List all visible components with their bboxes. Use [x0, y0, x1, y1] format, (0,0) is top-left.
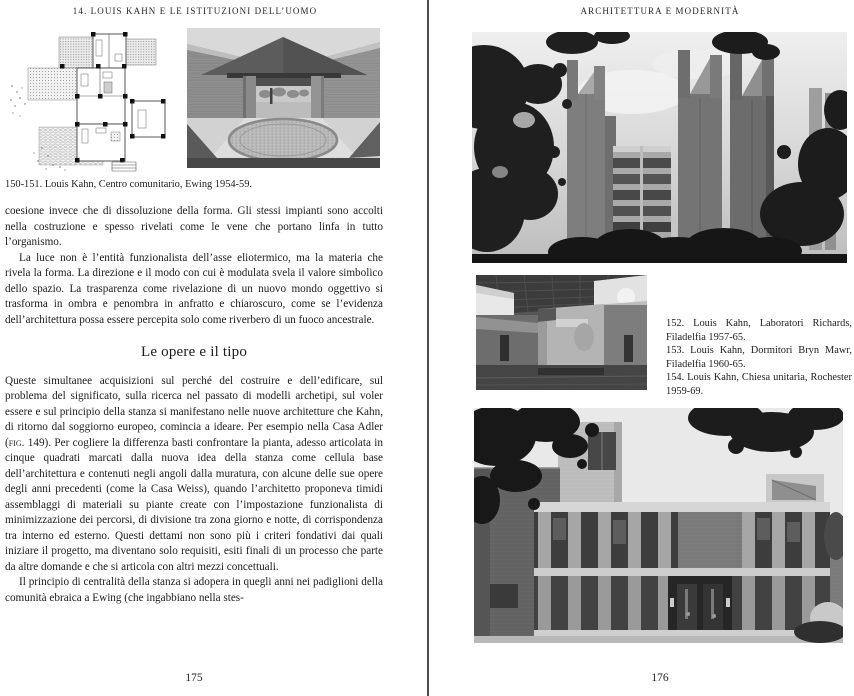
running-head-right: ARCHITETTURA E MODERNITÀ — [580, 6, 740, 16]
running-head-left: 14. LOUIS KAHN E LE ISTITUZIONI DELL’UOMO — [72, 6, 318, 16]
caption-152 — [666, 317, 852, 344]
figure-caption-150-151: 150-151. Louis Kahn, Centro comunitario, Ewing 1954-59. — [5, 179, 253, 190]
figure-courtyard-photo-ewing — [187, 28, 380, 168]
paragraph: Il principio di centralità della stanza si adopera in quegli anni nei padiglioni della comunità ebraica a Ewing (che ingabbiano nella stes- — [5, 576, 383, 604]
figure-reference: fig. 149 — [8, 436, 45, 449]
caption-154 — [666, 371, 852, 398]
section-heading: Le opere e il tipo — [140, 344, 248, 360]
caption-153 — [666, 344, 852, 371]
unitarian-church-photo — [474, 408, 843, 643]
body-text-column — [5, 204, 383, 606]
figure-captions-152-154 — [666, 317, 852, 399]
book-page-right — [429, 0, 854, 696]
page-number-176: 176 — [651, 672, 669, 684]
caption-number: 152. — [666, 318, 685, 329]
caption-text: Louis Kahn, Dormitori Bryn Mawr, Filadelfia 1960-65. — [666, 345, 852, 370]
caption-text: Louis Kahn, Chiesa unitaria, Rochester 1959-69. — [666, 372, 852, 397]
courtyard-photo — [187, 28, 380, 168]
paragraph: coesione invece che di dissoluzione della forma. Gli stessi impianti sono accolti nella costruzione e spesso rivelati come le vene che portano linfa in tutto l’organismo. — [5, 205, 383, 248]
page-spine-divider — [427, 0, 429, 696]
richards-towers-photo — [472, 32, 847, 263]
page-number-175: 175 — [185, 672, 203, 684]
paragraph — [5, 374, 383, 576]
paragraph-text: Queste simultanee acquisizioni sul perché del costruire e dell’edificare, sul problema del significato, sulla ricerca nel passato di modelli archetipi, sul voler essere e sul principio della stanza si manifestano nelle nuove architetture che Kahn, di ritorno dal soggiorno europeo, comincia a ideare. Per esempio nella Casa Adler ( — [5, 374, 383, 449]
figure-richards-labs-photo — [472, 32, 847, 263]
floor-plan-drawing — [8, 28, 185, 172]
figure-floor-plan-ewing — [8, 28, 185, 172]
paragraph-text: ). Per cogliere la differenza basti confrontare la pianta, adesso articolata in cinque quadrati marcati dalla nuova idea della stanza come cellula base dell’architettura e contenuti negli angoli dalla muratura, con alcune delle sue opere degli anni precedenti (come la Casa Weiss), quando l’architetto proponeva timidi assemblaggi di materiali su piante create con l’impostazione funzionalista di minimizzazione dei percorsi, di divisione tra zona giorno e notte, di corrispondenza tra interno ed esterno. Questi dettami non sono più i criteri fondativi dai quali iniziare il progetto, ma diventano solo requisiti, esiti finali di un processo che parte da altre domande e che si articola con altri mezzi concettuali. — [5, 436, 384, 573]
caption-text: Louis Kahn, Laboratori Richards, Filadelfia 1957-65. — [666, 318, 852, 343]
figure-unitarian-church-photo — [474, 408, 843, 643]
paragraph: La luce non è l’entità funzionalista dell’asse eliotermico, ma la materia che rivela la forma. La direzione e il modo con cui è modulata svela il valore simbolico dello spazio. La trasparenza come rivelazione di un nuovo mondo oggettivo si trasforma in ombra e penombra in anfratto e chiaroscuro, come se l’evidenza dell’architettura possa essere percepita solo come riverbero di un fuoco ancestrale. — [5, 251, 383, 326]
caption-number: 154. — [666, 372, 685, 384]
figure-bryn-mawr-photo — [476, 275, 647, 390]
bryn-mawr-interior-photo — [476, 275, 647, 390]
caption-number: 153. — [666, 345, 685, 357]
